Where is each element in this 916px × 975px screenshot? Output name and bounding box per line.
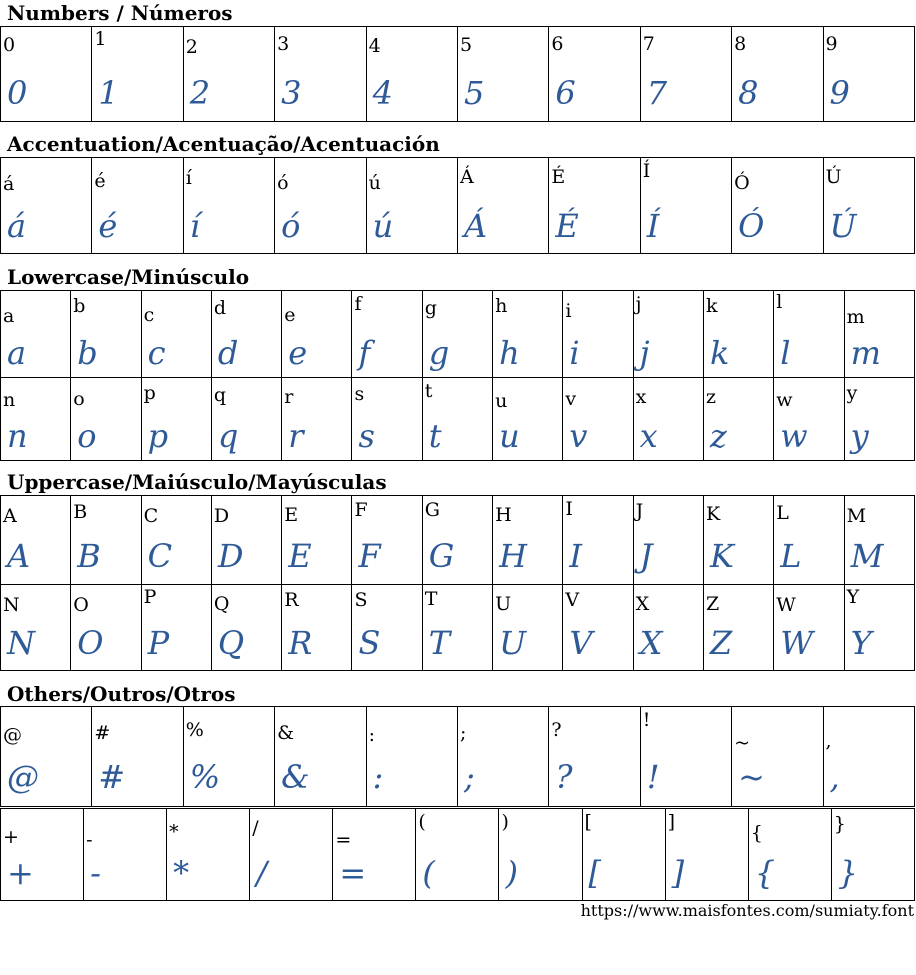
others-grid-row-1 <box>0 706 915 807</box>
font-sample-glyph: U <box>499 624 527 662</box>
font-sample-glyph: s <box>358 417 375 455</box>
font-sample-glyph: 9 <box>829 74 850 112</box>
font-sample-glyph: W <box>780 624 814 662</box>
character-label: R <box>284 589 299 611</box>
glyph-cell <box>563 378 633 461</box>
font-sample-glyph: ó <box>281 207 301 245</box>
font-sample-glyph: 7 <box>646 74 668 112</box>
glyph-cell <box>493 585 563 671</box>
character-label: 8 <box>734 33 747 55</box>
glyph-cell <box>167 809 250 901</box>
character-label: p <box>143 382 156 404</box>
font-sample-glyph: % <box>189 758 221 796</box>
font-sample-glyph: , <box>829 758 840 796</box>
font-sample-glyph: G <box>428 537 455 575</box>
character-label: r <box>284 386 294 408</box>
character-label: } <box>833 813 846 835</box>
font-sample-glyph: F <box>358 537 381 575</box>
character-label: á <box>3 173 15 195</box>
font-sample-glyph: ! <box>646 758 660 796</box>
character-label: F <box>354 499 368 521</box>
glyph-cell <box>844 585 914 671</box>
font-sample-glyph: u <box>499 417 520 455</box>
character-label: ó <box>277 172 289 194</box>
character-label: y <box>846 382 858 404</box>
character-label: 9 <box>825 33 838 55</box>
character-label: * <box>169 821 179 843</box>
glyph-cell <box>422 291 492 378</box>
font-sample-glyph: Ó <box>738 207 765 245</box>
character-label: l <box>776 291 783 313</box>
font-sample-glyph: n <box>7 417 28 455</box>
font-sample-glyph: v <box>569 417 588 455</box>
character-label: q <box>213 384 227 406</box>
character-label: - <box>86 829 93 851</box>
glyph-cell <box>493 291 563 378</box>
font-sample-glyph: N <box>7 624 35 662</box>
character-label: ? <box>551 719 562 741</box>
font-sample-glyph: b <box>77 334 98 372</box>
font-sample-glyph: : <box>372 758 384 796</box>
accents-grid <box>0 157 915 254</box>
character-label: A <box>3 505 17 527</box>
character-label: V <box>565 589 580 611</box>
character-label: Z <box>705 593 720 615</box>
glyph-cell <box>141 378 211 461</box>
character-label: ; <box>459 722 467 744</box>
font-sample-glyph: L <box>780 537 802 575</box>
character-label: J <box>635 500 644 522</box>
glyph-cell <box>422 378 492 461</box>
character-label: M <box>846 505 867 527</box>
section-title-lowercase: Lowercase/Minúsculo <box>7 265 250 289</box>
character-label: Q <box>213 593 230 615</box>
glyph-cell <box>352 378 422 461</box>
character-label: f <box>354 293 362 315</box>
glyph-cell <box>282 496 352 585</box>
font-sample-glyph: X <box>639 624 663 662</box>
character-label: i <box>565 300 572 322</box>
character-label: U <box>495 593 512 615</box>
font-sample-glyph: y <box>850 417 869 455</box>
glyph-cell <box>183 27 274 122</box>
font-sample-glyph: 2 <box>189 74 211 112</box>
character-label: n <box>3 389 16 411</box>
font-sample-glyph: - <box>90 854 101 892</box>
character-label: + <box>3 826 19 848</box>
others-grid-row-2 <box>0 808 915 901</box>
font-sample-glyph: } <box>837 854 859 892</box>
character-label: u <box>495 390 508 412</box>
font-sample-glyph: Y <box>850 624 872 662</box>
lowercase-grid-row-1 <box>0 290 915 378</box>
character-label: D <box>213 505 230 527</box>
glyph-cell <box>1 158 92 254</box>
character-label: k <box>705 295 718 317</box>
glyph-cell <box>633 291 703 378</box>
font-sample-glyph: z <box>709 417 727 455</box>
glyph-cell <box>549 707 640 807</box>
character-label: Ú <box>825 166 842 188</box>
glyph-cell <box>732 707 823 807</box>
font-sample-glyph: D <box>217 537 244 575</box>
font-sample-glyph: w <box>780 417 808 455</box>
character-label: 5 <box>459 34 473 56</box>
glyph-cell <box>84 809 167 901</box>
character-label: Ó <box>734 172 750 194</box>
glyph-cell <box>640 158 731 254</box>
character-label: , <box>825 730 832 752</box>
font-sample-glyph: é <box>98 207 118 245</box>
font-sample-glyph: R <box>288 624 313 662</box>
glyph-cell <box>1 585 71 671</box>
font-sample-glyph: h <box>499 334 520 372</box>
glyph-cell <box>1 707 92 807</box>
character-label: ! <box>642 709 651 731</box>
font-sample-glyph: ] <box>671 854 685 892</box>
glyph-cell <box>71 291 141 378</box>
character-label: x <box>635 386 647 408</box>
font-sample-glyph: g <box>428 334 450 372</box>
glyph-cell <box>844 378 914 461</box>
font-sample-glyph: t <box>428 417 442 455</box>
glyph-cell <box>1 27 92 122</box>
font-sample-glyph: + <box>7 854 34 892</box>
glyph-cell <box>92 158 183 254</box>
glyph-cell <box>352 496 422 585</box>
character-label: B <box>73 501 88 523</box>
character-label: m <box>846 306 865 328</box>
glyph-cell <box>640 27 731 122</box>
font-sample-glyph: ; <box>463 758 475 796</box>
character-label: d <box>213 297 227 319</box>
glyph-cell <box>823 27 914 122</box>
glyph-cell <box>92 27 183 122</box>
font-sample-glyph: ú <box>372 207 394 245</box>
font-sample-glyph: { <box>754 854 776 892</box>
font-sample-glyph: 3 <box>281 74 302 112</box>
character-label: Á <box>459 166 474 188</box>
character-label: 0 <box>3 34 16 56</box>
character-label: ) <box>501 811 509 833</box>
font-sample-glyph: k <box>709 334 730 372</box>
font-sample-glyph: P <box>147 624 170 662</box>
section-title-others: Others/Outros/Otros <box>7 682 236 706</box>
glyph-cell <box>1 378 71 461</box>
character-label: P <box>143 586 157 608</box>
glyph-cell <box>211 585 281 671</box>
font-sample-glyph: 0 <box>7 74 28 112</box>
glyph-cell <box>732 158 823 254</box>
character-label: E <box>284 504 299 526</box>
glyph-cell <box>422 585 492 671</box>
font-sample-glyph: K <box>709 537 734 575</box>
glyph-cell <box>831 809 914 901</box>
font-sample-glyph: Ú <box>829 207 857 245</box>
glyph-cell <box>141 291 211 378</box>
glyph-cell <box>499 809 582 901</box>
glyph-cell <box>703 585 773 671</box>
character-label: ( <box>418 811 426 833</box>
character-label: ú <box>368 172 381 194</box>
font-sample-glyph: l <box>780 334 791 372</box>
glyph-cell <box>549 158 640 254</box>
character-label: 1 <box>94 28 107 50</box>
font-sample-glyph: f <box>358 334 371 372</box>
character-label: # <box>94 722 111 744</box>
character-label: ~ <box>734 732 751 754</box>
glyph-cell <box>640 707 731 807</box>
character-label: v <box>565 388 577 410</box>
glyph-cell <box>71 496 141 585</box>
lowercase-grid-row-2 <box>0 377 915 461</box>
font-sample-glyph: j <box>639 334 650 372</box>
glyph-cell <box>71 378 141 461</box>
glyph-cell <box>457 707 548 807</box>
glyph-cell <box>92 707 183 807</box>
glyph-cell <box>211 378 281 461</box>
font-sample-glyph: E <box>288 537 312 575</box>
glyph-cell <box>732 27 823 122</box>
character-label: z <box>705 386 716 408</box>
section-title-numbers: Numbers / Números <box>7 1 233 25</box>
character-label: % <box>185 719 204 741</box>
font-sample-glyph: M <box>850 537 884 575</box>
glyph-cell <box>774 496 844 585</box>
glyph-cell <box>71 585 141 671</box>
glyph-cell <box>282 585 352 671</box>
character-label: b <box>73 295 86 317</box>
character-label: T <box>424 588 438 610</box>
font-sample-glyph: r <box>288 417 304 455</box>
character-label: K <box>705 503 721 525</box>
glyph-cell <box>665 809 748 901</box>
font-sample-glyph: Á <box>463 207 488 245</box>
font-sample-glyph: o <box>77 417 97 455</box>
character-label: g <box>424 297 437 319</box>
character-label: : <box>368 724 375 746</box>
character-label: e <box>284 304 296 326</box>
glyph-cell <box>141 585 211 671</box>
glyph-cell <box>633 585 703 671</box>
font-sample-glyph: Z <box>709 624 733 662</box>
font-sample-glyph: 5 <box>463 74 485 112</box>
character-label: 4 <box>368 35 381 57</box>
character-label: t <box>424 380 433 402</box>
glyph-cell <box>250 809 333 901</box>
character-label: a <box>3 305 15 327</box>
glyph-cell <box>549 27 640 122</box>
source-url: https://www.maisfontes.com/sumiaty.font <box>580 901 914 920</box>
character-label: ] <box>667 811 676 833</box>
font-sample-glyph: ) <box>505 854 518 892</box>
glyph-cell <box>1 291 71 378</box>
font-sample-glyph: # <box>98 758 126 796</box>
font-sample-glyph: J <box>639 537 653 575</box>
numbers-grid <box>0 26 915 122</box>
character-label: É <box>551 166 566 188</box>
character-label: / <box>252 817 259 839</box>
font-sample-glyph: T <box>428 624 451 662</box>
character-label: j <box>635 293 642 315</box>
glyph-cell <box>416 809 499 901</box>
font-sample-glyph: Q <box>217 624 245 662</box>
font-sample-glyph: m <box>850 334 881 372</box>
glyph-cell <box>774 291 844 378</box>
character-label: 7 <box>642 33 655 55</box>
glyph-cell <box>703 496 773 585</box>
character-label: @ <box>3 724 22 746</box>
font-sample-glyph: ? <box>555 758 573 796</box>
font-sample-glyph: = <box>339 854 367 892</box>
font-sample-glyph: a <box>7 334 27 372</box>
glyph-cell <box>563 291 633 378</box>
glyph-cell <box>493 378 563 461</box>
font-sample-glyph: i <box>569 334 580 372</box>
glyph-cell <box>563 496 633 585</box>
font-sample-glyph: / <box>256 854 268 892</box>
glyph-cell <box>183 707 274 807</box>
font-sample-glyph: c <box>147 334 166 372</box>
font-sample-glyph: ( <box>422 854 435 892</box>
font-sample-glyph: ~ <box>738 758 765 796</box>
font-sample-glyph: e <box>288 334 308 372</box>
glyph-cell <box>493 496 563 585</box>
glyph-cell <box>563 585 633 671</box>
glyph-cell <box>582 809 665 901</box>
glyph-cell <box>282 378 352 461</box>
glyph-cell <box>141 496 211 585</box>
glyph-cell <box>422 496 492 585</box>
glyph-cell <box>823 158 914 254</box>
section-title-accents: Accentuation/Acentuação/Acentuación <box>7 132 440 156</box>
glyph-cell <box>211 496 281 585</box>
character-label: N <box>3 594 20 616</box>
character-label: h <box>495 295 508 317</box>
character-label: w <box>776 389 793 411</box>
character-label: S <box>354 589 368 611</box>
font-sample-glyph: * <box>173 854 190 892</box>
glyph-cell <box>774 378 844 461</box>
glyph-cell <box>844 291 914 378</box>
character-label: G <box>424 499 440 521</box>
font-sample-glyph: H <box>499 537 527 575</box>
font-sample-glyph: 6 <box>555 74 576 112</box>
font-sample-glyph: O <box>77 624 104 662</box>
character-label: Y <box>846 586 860 608</box>
glyph-cell <box>282 291 352 378</box>
character-label: 2 <box>185 36 198 58</box>
font-sample-glyph: Í <box>646 207 660 245</box>
font-sample-glyph: d <box>217 334 239 372</box>
glyph-cell <box>823 707 914 807</box>
character-label: { <box>750 822 763 844</box>
font-sample-glyph: [ <box>588 854 602 892</box>
section-title-uppercase: Uppercase/Maiúsculo/Mayúsculas <box>7 470 387 494</box>
glyph-cell <box>366 707 457 807</box>
glyph-cell <box>703 378 773 461</box>
font-sample-glyph: 1 <box>98 74 119 112</box>
character-label: L <box>776 502 789 524</box>
font-sample-glyph: S <box>358 624 381 662</box>
font-sample-glyph: & <box>281 758 310 796</box>
character-label: 6 <box>551 33 564 55</box>
font-sample-glyph: p <box>147 417 169 455</box>
character-label: C <box>143 505 159 527</box>
character-label: í <box>185 167 192 189</box>
glyph-cell <box>1 809 84 901</box>
character-label: é <box>94 170 106 192</box>
character-label: W <box>776 594 796 616</box>
font-sample-glyph: É <box>555 207 579 245</box>
uppercase-grid-row-1 <box>0 495 915 585</box>
font-sample-glyph: V <box>569 624 593 662</box>
character-label: H <box>495 504 512 526</box>
glyph-cell <box>366 27 457 122</box>
font-sample-glyph: 4 <box>372 74 393 112</box>
character-label: Í <box>642 160 651 182</box>
glyph-cell <box>633 378 703 461</box>
glyph-cell <box>1 496 71 585</box>
glyph-cell <box>774 585 844 671</box>
glyph-cell <box>333 809 416 901</box>
glyph-cell <box>457 27 548 122</box>
character-label: = <box>335 829 352 851</box>
glyph-cell <box>703 291 773 378</box>
glyph-cell <box>457 158 548 254</box>
character-label: s <box>354 383 365 405</box>
glyph-cell <box>275 27 366 122</box>
font-sample-glyph: í <box>189 207 201 245</box>
font-sample-glyph: á <box>7 207 27 245</box>
glyph-cell <box>275 707 366 807</box>
glyph-cell <box>275 158 366 254</box>
character-label: [ <box>584 811 592 833</box>
glyph-cell <box>211 291 281 378</box>
font-sample-glyph: B <box>77 537 101 575</box>
glyph-cell <box>352 291 422 378</box>
font-sample-glyph: x <box>639 417 658 455</box>
font-sample-glyph: @ <box>7 758 39 796</box>
glyph-cell <box>844 496 914 585</box>
uppercase-grid-row-2 <box>0 584 915 671</box>
font-sample-glyph: A <box>7 537 31 575</box>
character-label: 3 <box>277 33 290 55</box>
glyph-cell <box>366 158 457 254</box>
character-label: o <box>73 388 85 410</box>
glyph-cell <box>352 585 422 671</box>
character-label: & <box>277 722 295 744</box>
character-label: O <box>73 594 89 616</box>
character-label: c <box>143 304 155 326</box>
glyph-cell <box>748 809 831 901</box>
glyph-cell <box>633 496 703 585</box>
font-sample-glyph: C <box>147 537 173 575</box>
character-label: I <box>565 498 573 520</box>
glyph-cell <box>183 158 274 254</box>
font-sample-glyph: q <box>217 417 239 455</box>
font-sample-glyph: I <box>569 537 583 575</box>
character-label: X <box>635 593 650 615</box>
font-sample-glyph: 8 <box>738 74 759 112</box>
